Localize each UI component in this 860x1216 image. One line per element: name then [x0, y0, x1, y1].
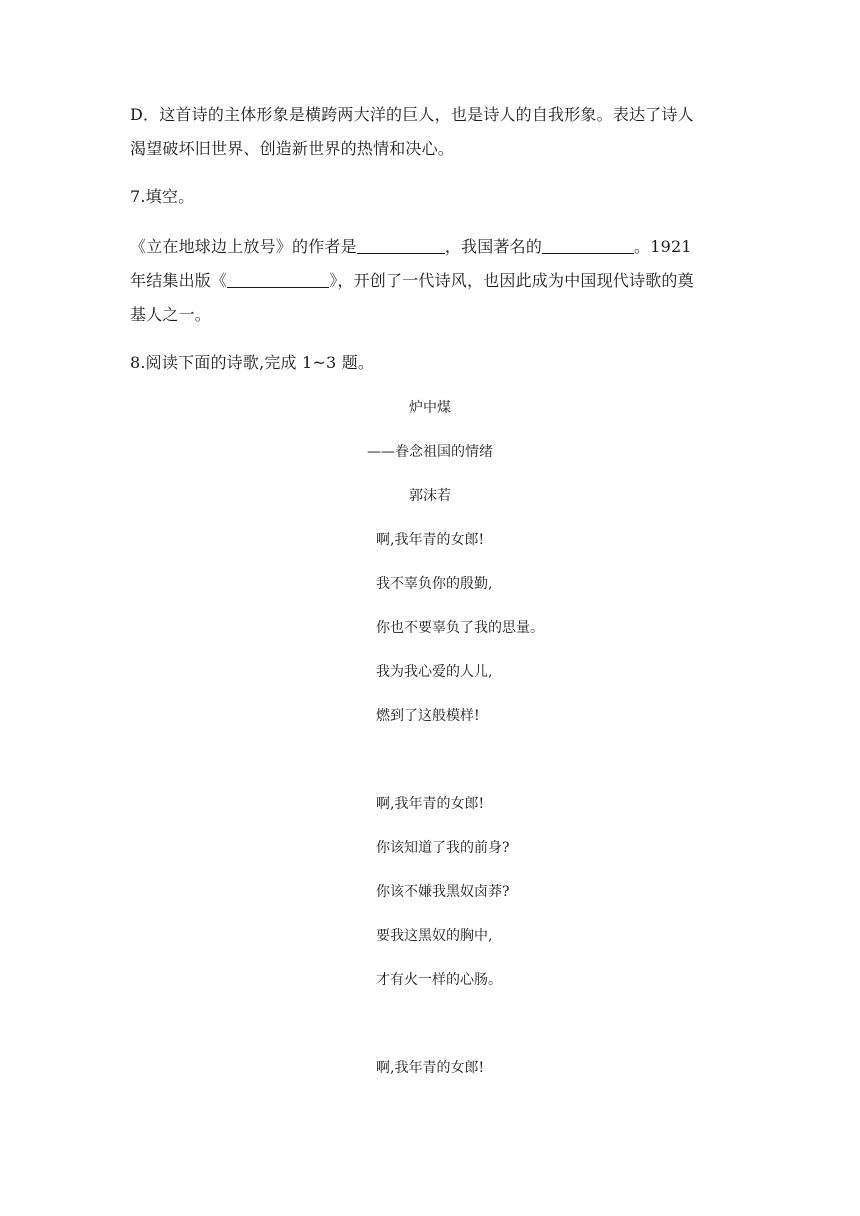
answer-blank-author[interactable]	[357, 237, 445, 254]
q7-line2-b: 》，开创了一代诗风，也因此成为中国现代诗歌的奠	[329, 271, 694, 290]
answer-blank-title[interactable]	[542, 237, 634, 254]
q7-line3: 基人之一。	[130, 305, 212, 324]
poem-line: 才有火一样的心肠。	[376, 972, 502, 988]
q7-line1-c: 。1921	[634, 237, 692, 256]
poem-author: 郭沫若	[409, 488, 451, 504]
question6-option-d	[130, 98, 740, 166]
q7-line1-a: 《立在地球边上放号》的作者是	[130, 237, 357, 256]
poem-line: 你也不要辜负了我的思量。	[376, 620, 544, 636]
poem-subtitle: ——眷念祖国的情绪	[367, 444, 493, 460]
poem-line: 燃到了这般模样!	[376, 708, 480, 724]
question8-heading: 8.阅读下面的诗歌,完成 1~3 题。	[130, 353, 375, 372]
question7-fill-blank	[130, 230, 740, 332]
q7-line1-b: ，我国著名的	[444, 237, 543, 256]
q7-line2-a: 年结集出版《	[130, 271, 228, 290]
option-d-line1: D．这首诗的主体形象是横跨两大洋的巨人，也是诗人的自我形象。表达了诗人	[130, 105, 694, 124]
poem-line: 你该不嫌我黑奴卤莽?	[376, 884, 510, 900]
poem-line: 啊,我年青的女郎!	[376, 796, 485, 812]
poem-line: 要我这黑奴的胸中,	[376, 928, 493, 944]
poem-line: 你该知道了我的前身?	[376, 840, 510, 856]
question7-heading: 7.填空。	[130, 187, 195, 206]
poem-line: 啊,我年青的女郎!	[376, 1060, 485, 1076]
poem-line: 啊,我年青的女郎!	[376, 532, 485, 548]
answer-blank-collection[interactable]	[227, 271, 329, 288]
poem-line: 我为我心爱的人儿,	[376, 664, 493, 680]
poem-title: 炉中煤	[409, 400, 451, 416]
option-d-line2: 渴望破坏旧世界、创造新世界的热情和决心。	[130, 139, 455, 158]
poem-line: 我不辜负你的殷勤,	[376, 576, 493, 592]
